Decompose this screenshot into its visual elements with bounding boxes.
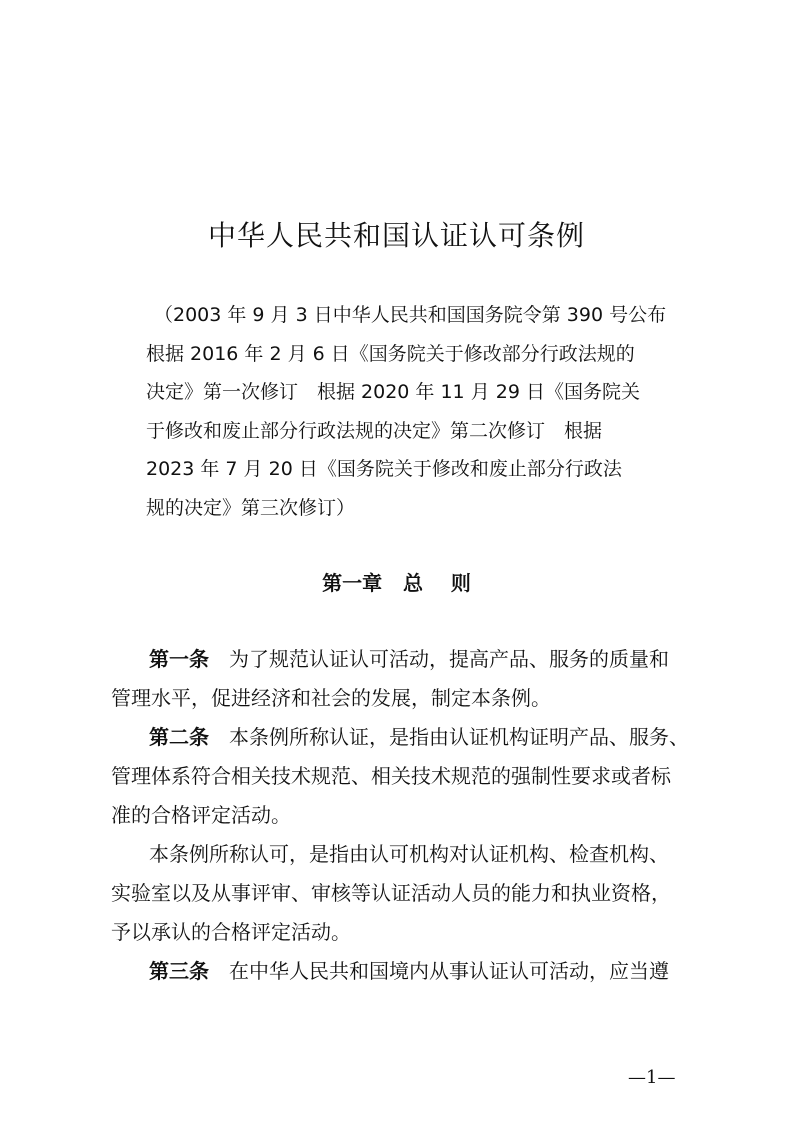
revision-line: 规的决定》第三次修订） [146, 496, 356, 519]
article-1 [111, 640, 701, 679]
chapter-heading: 第一章 总 则 [322, 571, 471, 595]
article-text-line: 予以承认的合格评定活动。 [111, 920, 351, 944]
article-text-line: 准的合格评定活动。 [111, 803, 291, 827]
article-3 [111, 952, 701, 991]
revision-line: 决定》第一次修订 根据 2020 年 11 月 29 日《国务院关 [146, 381, 640, 403]
body-text [111, 640, 701, 991]
article-label: 第三条 [149, 959, 209, 983]
article-text: 本条例所称认证，是指由认证机构证明产品、服务、 [229, 725, 689, 749]
revision-line: （2003 年 9 月 3 日中华人民共和国国务院令第 390 号公布 [154, 304, 667, 326]
revision-note [146, 296, 666, 527]
article-text-line: 实验室以及从事评审、审核等认证活动人员的能力和执业资格， [111, 881, 671, 905]
article-text: 在中华人民共和国境内从事认证认可活动，应当遵 [229, 959, 669, 983]
article-text-line: 管理体系符合相关技术规范、相关技术规范的强制性要求或者标 [111, 764, 671, 788]
revision-line: 2023 年 7 月 20 日《国务院关于修改和废止部分行政法 [146, 458, 622, 480]
article-text: 为了规范认证认可活动，提高产品、服务的质量和 [229, 647, 669, 671]
page-number: —1— [628, 1067, 676, 1088]
article-label: 第一条 [149, 647, 209, 671]
document-title: 中华人民共和国认证认可条例 [207, 219, 585, 252]
article-label: 第二条 [149, 725, 209, 749]
revision-line: 于修改和废止部分行政法规的决定》第二次修订 根据 [146, 419, 603, 442]
article-text-line: 本条例所称认可，是指由认可机构对认证机构、检查机构、 [149, 842, 669, 866]
article-2 [111, 718, 701, 757]
revision-line: 根据 2016 年 2 月 6 日《国务院关于修改部分行政法规的 [146, 342, 635, 365]
article-text-line: 管理水平，促进经济和社会的发展，制定本条例。 [111, 686, 551, 710]
